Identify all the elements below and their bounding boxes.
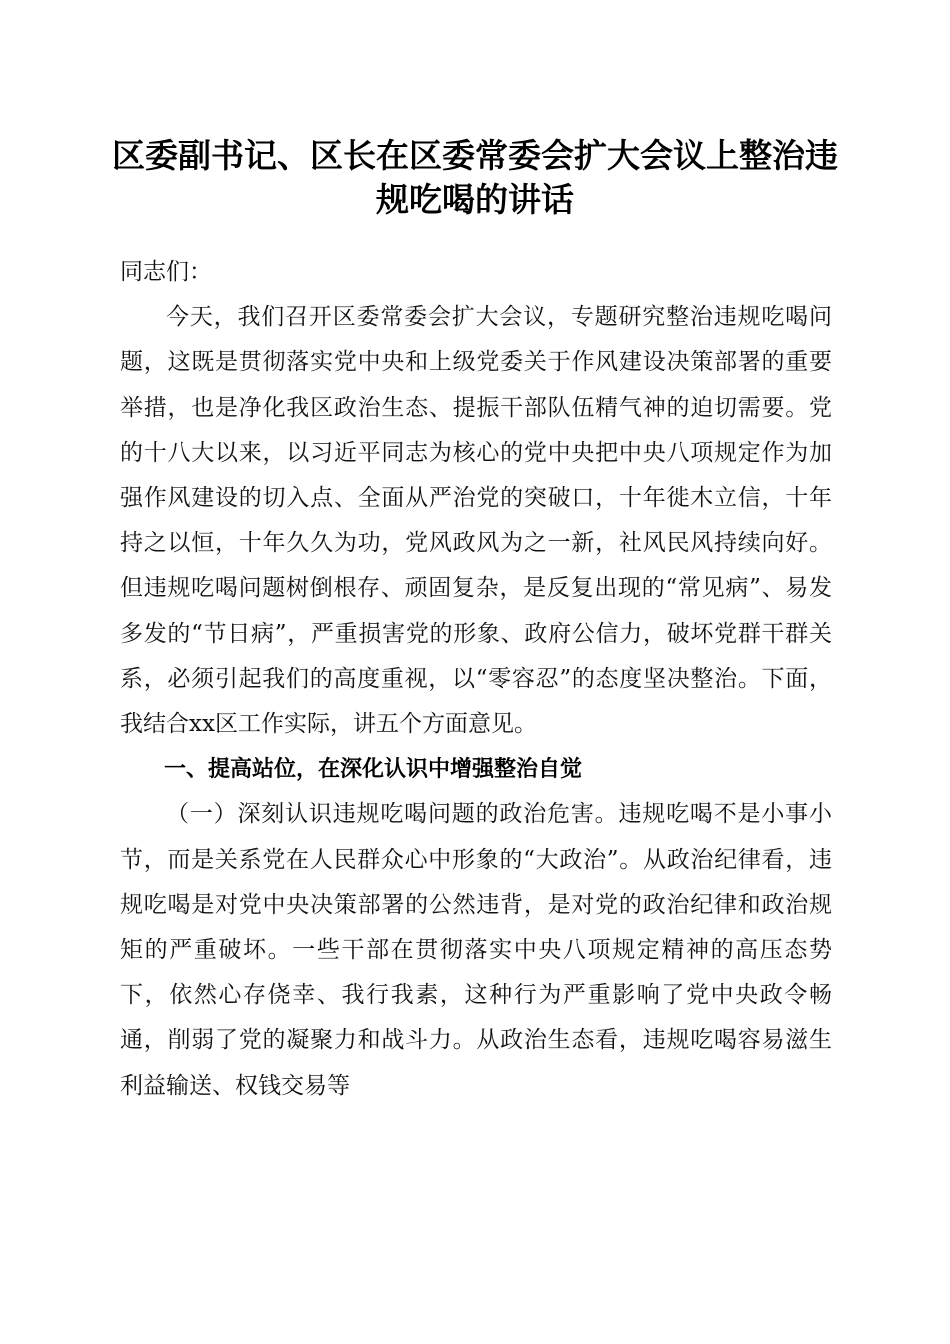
paragraph-political-harm: （一）深刻认识违规吃喝问题的政治危害。违规吃喝不是小事小节，而是关系党在人民群众心中形象的“大政治”。从政治纪律看，违规吃喝是对党中央决策部署的公然违背，是对党的政治纪律和政治规矩的严重破坏。一些干部在贯彻落实中央八项规定精神的高压态势下，依然心存侥幸、我行我素，这种行为严重影响了党中央政令畅通，削弱了党的凝聚力和战斗力。从政治生态看，违规吃喝容易滋生利益输送、权钱交易等 [120, 801, 832, 1099]
section-heading-1: 一、提高站位，在深化认识中增强整治自觉 [164, 757, 583, 783]
salutation: 同志们： [120, 259, 212, 285]
document-body [120, 250, 832, 1109]
paragraph-intro: 今天，我们召开区委常委会扩大会议，专题研究整治违规吃喝问题，这既是贯彻落实党中央和上级党委关于作风建设决策部署的重要举措，也是净化我区政治生态、提振干部队伍精气神的迫切需要。党的十八大以来，以习近平同志为核心的党中央把中央八项规定作为加强作风建设的切入点、全面从严治党的突破口，十年徙木立信，十年持之以恒，十年久久为功，党风政风为之一新，社风民风持续向好。但违规吃喝问题树倒根存、顽固复杂，是反复出现的“常见病”、易发多发的“节日病”，严重损害党的形象、政府公信力，破坏党群干群关系，必须引起我们的高度重视，以“零容忍”的态度坚决整治。下面，我结合xx区工作实际，讲五个方面意见。 [120, 304, 832, 738]
document-title: 区委副书记、区长在区委常委会扩大会议上整治违规吃喝的讲话 [112, 136, 838, 219]
